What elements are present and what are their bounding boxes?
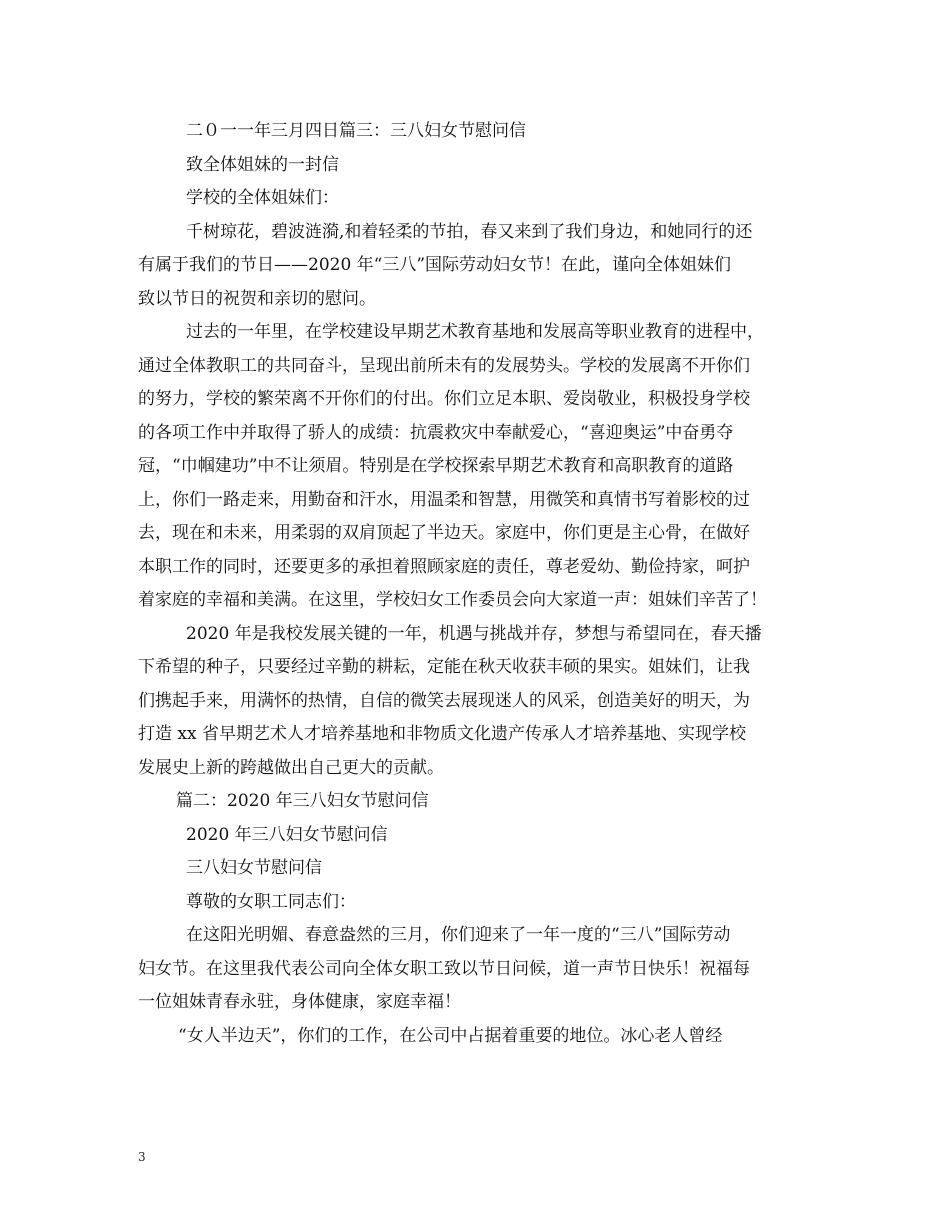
paragraph-line: 的各项工作中并取得了骄人的成绩：抗震救灾中奉献爱心，“喜迎奥运”中奋勇夺 [138,422,734,443]
paragraph-line: 下希望的种子，只要经过辛勤的耕耘，定能在秋天收获丰硕的果实。姐妹们，让我 [138,657,750,677]
paragraph-line: 在这阳光明媚、春意盎然的三月，你们迎来了一年一度的“三八”国际劳动 [186,925,731,945]
paragraph-line: 的努力，学校的繁荣离不开你们的付出。你们立足本职、爱岗敬业，积极投身学校 [138,389,750,409]
letter-title: 致全体姐妹的一封信 [186,154,339,175]
paragraph-line: 去，现在和未来，用柔弱的双肩顶起了半边天。家庭中，你们更是主心骨，在做好 [138,523,750,543]
salutation: 学校的全体姐妹们： [186,188,339,208]
section-heading: 二０一一年三月四日篇三：三八妇女节慰问信 [186,121,526,141]
page-number: 3 [138,1150,146,1164]
section-heading: 篇二：2020 年三八妇女节慰问信 [176,791,429,811]
paragraph-line: 过去的一年里，在学校建设早期艺术教育基地和发展高等职业教育的进程中， [186,322,764,342]
paragraph-line: 们携起手来，用满怀的热情，自信的微笑去展现迷人的风采，创造美好的明天，为 [138,690,750,711]
paragraph-line: 着家庭的幸福和美满。在这里，学校妇女工作委员会向大家道一声：姐妹们辛苦了！ [138,590,767,610]
paragraph-line: 本职工作的同时，还要更多的承担着照顾家庭的责任，尊老爱幼、勤俭持家，呵护 [138,556,750,577]
paragraph-line: 发展史上新的跨越做出自己更大的贡献。 [138,757,444,778]
paragraph-line: 有属于我们的节日——2020 年“三八”国际劳动妇女节！在此，谨向全体姐妹们 [138,255,732,275]
paragraph-line: 妇女节。在这里我代表公司向全体女职工致以节日问候，道一声节日快乐！祝福每 [138,958,750,979]
paragraph-line: 上，你们一路走来，用勤奋和汗水，用温柔和智慧，用微笑和真情书写着影校的过 [138,489,750,510]
salutation: 尊敬的女职工同志们： [186,891,356,912]
paragraph-line: 冠，“巾帼建功”中不让须眉。特别是在学校探索早期艺术教育和高职教育的道路 [138,456,734,476]
paragraph-line: 打造 xx 省早期艺术人才培养基地和非物质文化遗产传承人才培养基地、实现学校 [138,724,746,744]
paragraph-line: 致以节日的祝贺和亲切的慰问。 [138,288,376,309]
letter-title: 三八妇女节慰问信 [186,858,322,878]
document-body [138,115,828,1053]
paragraph-line: 2020 年是我校发展关键的一年，机遇与挑战并存，梦想与希望同在，春天播 [186,623,762,644]
letter-title: 2020 年三八妇女节慰问信 [186,824,388,845]
paragraph-line: 通过全体教职工的共同奋斗，呈现出前所未有的发展势头。学校的发展离不开你们 [138,355,750,376]
paragraph-line: “女人半边天”，你们的工作，在公司中占据着重要的地位。冰心老人曾经 [178,1025,723,1046]
paragraph-line: 千树琼花，碧波涟漪,和着轻柔的节拍，春又来到了我们身边，和她同行的还 [186,221,753,242]
paragraph-line: 一位姐妹青春永驻，身体健康，家庭幸福！ [138,992,461,1012]
